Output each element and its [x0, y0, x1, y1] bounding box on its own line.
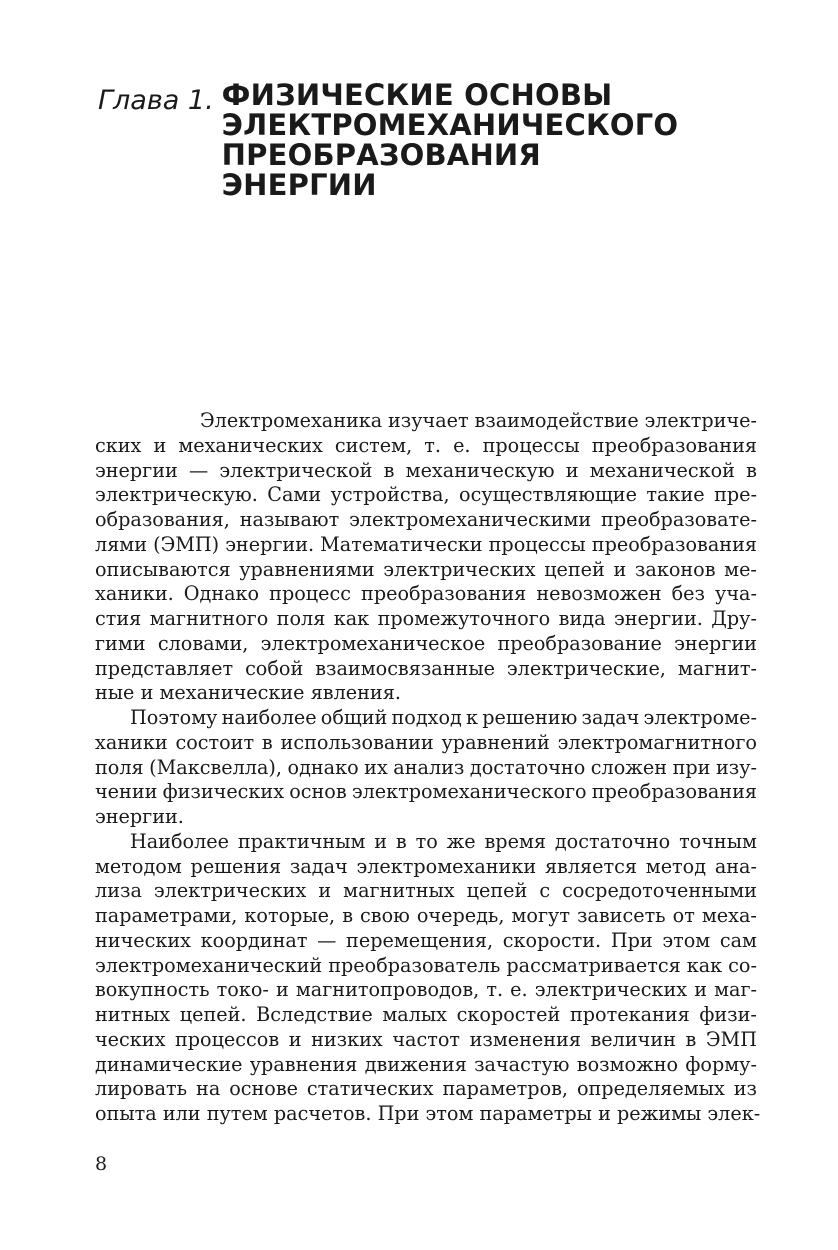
text-line: лировать на основе статических параметров, определяемых из — [95, 1077, 757, 1101]
text-line: стия магнитного поля как промежуточного вида энергии. Дру- — [95, 607, 757, 630]
chapter-title-line: ЭЛЕКТРОМЕХАНИЧЕСКОГО — [221, 108, 679, 142]
text-line: ханики. Однако процесс преобразования невозможен без уча- — [95, 582, 757, 606]
text-line: Электромеханика изучает взаимодействие электриче- — [200, 409, 757, 432]
text-line: вокупность токо- и магнитопроводов, т. е. электрических и маг- — [95, 978, 757, 1002]
text-line: чении физических основ электромеханического преобразования — [95, 780, 757, 804]
page-number: 8 — [95, 1153, 108, 1175]
chapter-title-line: ФИЗИЧЕСКИЕ ОСНОВЫ — [221, 78, 613, 112]
text-line: гими словами, электромеханическое преобразование энергии — [95, 631, 757, 655]
text-line: описываются уравнениями электрических цепей и законов ме- — [95, 557, 757, 581]
text-line: энергии. — [95, 805, 184, 828]
text-line: параметрами, которые, в свою очередь, могут зависеть от меха- — [95, 904, 757, 927]
text-line: электрическую. Сами устройства, осуществляющие такие пре- — [95, 483, 757, 507]
chapter-label: Глава 1. — [98, 85, 214, 116]
text-line: Поэтому наиболее общий подход к решению задач электроме- — [130, 706, 757, 729]
text-line: образования, называют электромеханическими преобразовате- — [95, 508, 757, 531]
text-line: нитных цепей. Вследствие малых скоростей протекания физи- — [95, 1003, 757, 1026]
text-line: динамические уравнения движения зачастую возможно форму- — [95, 1052, 757, 1076]
chapter-title-line: ЭНЕРГИИ — [221, 168, 377, 202]
text-line: ческих процессов и низких частот изменения величин в ЭМП — [95, 1027, 757, 1051]
text-line: Наиболее практичным и в то же время достаточно точным — [130, 829, 757, 853]
text-line: ные и механические явления. — [95, 681, 401, 705]
chapter-title — [222, 80, 679, 200]
body-text — [95, 409, 761, 1127]
text-line: методом решения задач электромеханики является метод ана- — [95, 854, 757, 878]
text-line: лиза электрических и магнитных цепей с сосредоточенными — [95, 879, 757, 903]
text-line: опыта или путем расчетов. При этом параметры и режимы элек- — [95, 1102, 761, 1125]
text-line: нических координат — перемещения, скорости. При этом сам — [95, 928, 757, 952]
text-line: представляет собой взаимосвязанные электрические, магнит- — [95, 656, 757, 680]
text-line: лями (ЭМП) энергии. Математически процессы преобразования — [95, 532, 757, 556]
text-line: поля (Максвелла), однако их анализ достаточно сложен при изу- — [95, 755, 757, 779]
text-line: ханики состоит в использовании уравнений электромагнитного — [95, 730, 757, 754]
text-line: ских и механических систем, т. е. процессы преобразования — [95, 433, 757, 457]
chapter-heading — [98, 80, 678, 200]
text-line: электромеханический преобразователь рассматривается как со- — [95, 953, 757, 977]
text-line: энергии — электрической в механическую и механической в — [95, 458, 757, 482]
chapter-title-line: ПРЕОБРАЗОВАНИЯ — [221, 138, 541, 172]
